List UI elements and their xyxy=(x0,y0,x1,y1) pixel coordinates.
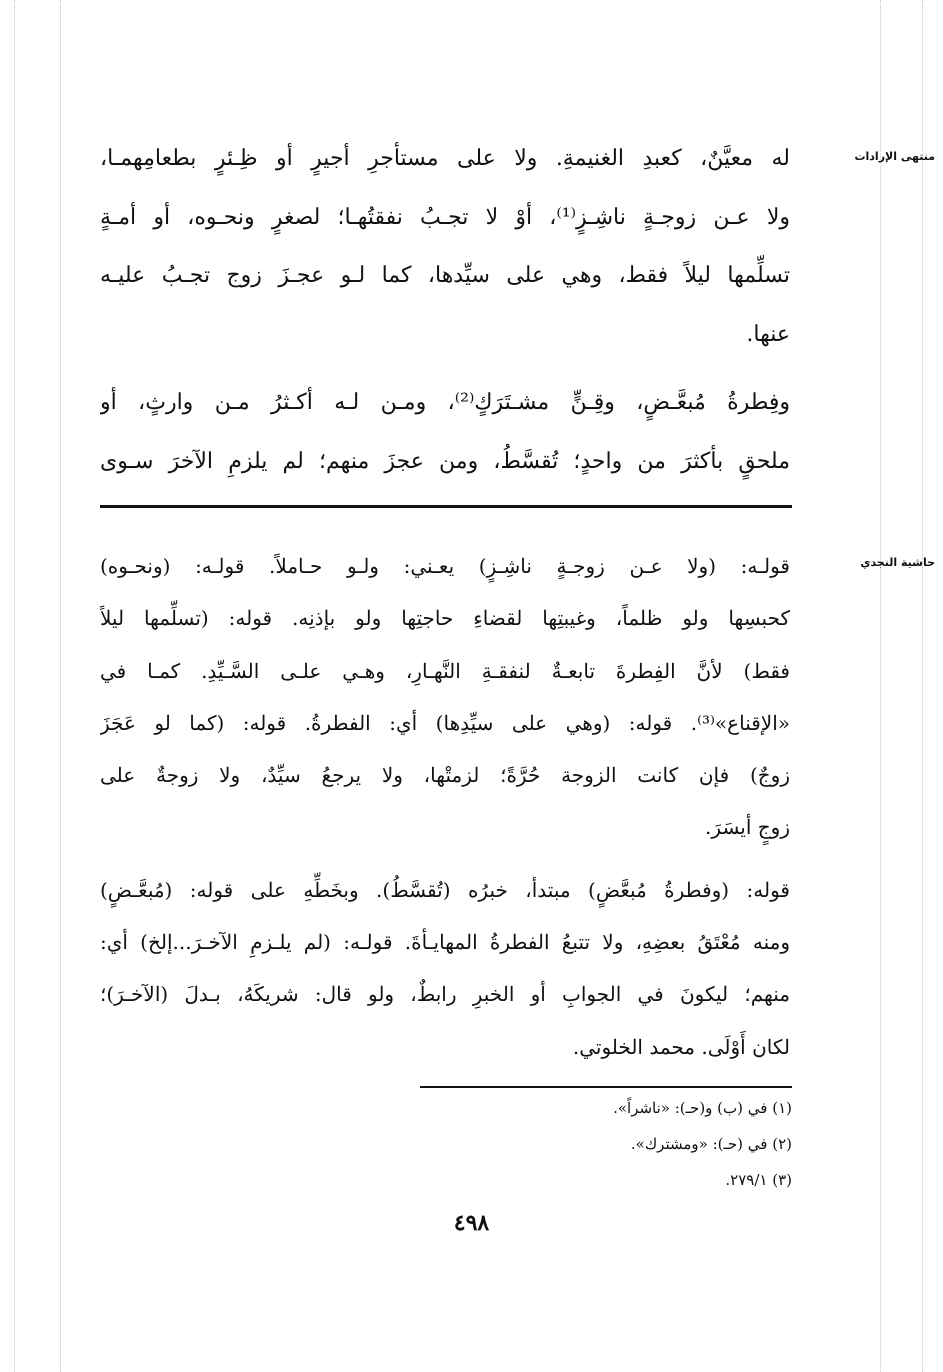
margin-dots-left-outer xyxy=(14,0,15,1372)
side-label-main-text: منتهى الإرادات xyxy=(854,150,935,163)
main-text-line: له معيَّنٌ، كعبدِ الغنيمةِ. ولا على مستأجرِ أجيرٍ أو ظِـئرٍ بطعامِهمـا، xyxy=(100,146,790,171)
commentary-line: زوجٌ) فإن كانت الزوجة حُرَّةً؛ لزمتْها، ولا يرجعُ سيِّدٌ، ولا زوجةٌ على xyxy=(100,763,790,788)
footnote-divider xyxy=(420,1086,792,1088)
main-text-line: وفِطرةُ مُبعَّـضٍ، وقِـنٍّ مشـتَرَكٍ⁽²⁾، ومـن لـه أكـثرُ مـن وارثٍ، أو xyxy=(100,390,790,415)
commentary-line: ومنه مُعْتَقُ بعضِهِ، ولا تتبعُ الفطرةُ المهايـأةَ. قولـه: (لم يلـزمِ الآخـرَ...إلخ) أي: xyxy=(100,930,790,955)
footnote: (٢) في (حـ): «ومشترك». xyxy=(630,1135,792,1153)
page-number: ٤٩٨ xyxy=(453,1210,490,1236)
section-divider xyxy=(100,505,792,508)
main-text-line: عنها. xyxy=(746,321,790,347)
main-text-line: ولا عـن زوجـةٍ ناشِـزٍ⁽¹⁾، أوْ لا تجـبُ نفقتُهـا؛ لصغرٍ ونحـوه، أو أمـةٍ xyxy=(100,204,790,230)
commentary-line: لكان أَوْلَى. محمد الخلوتي. xyxy=(572,1034,790,1059)
main-text-block xyxy=(100,130,790,491)
commentary-line: قوله: (وفطرةُ مُبعَّضٍ) مبتدأ، خبرُه (تُقسَّطُ). وبخَطِّهِ على قوله: (مُبعَّـضٍ) xyxy=(100,877,790,902)
footnote: (٣) ٢٧٩/١. xyxy=(725,1171,792,1189)
commentary-line: قولـه: (ولا عـن زوجـةٍ ناشِـزٍ) يعـني: ولـو حـاملاً. قولـه: (ونحـوه) xyxy=(100,554,790,578)
commentary-line: «الإقناع»⁽³⁾. قوله: (وهي على سيِّدِها) أي: الفطرةُ. قوله: (كما لو عَجَزَ xyxy=(100,710,790,735)
commentary-line: منهم؛ ليكونَ في الجوابِ أو الخبرِ رابطٌ، ولو قال: شريكَهُ، بـدلَ (الآخـرَ)؛ xyxy=(100,982,790,1007)
margin-dots-right-outer xyxy=(922,0,923,1372)
side-label-commentary: حاشية النجدي xyxy=(860,556,935,569)
footnote: (١) في (ب) و(حـ): «ناشراً». xyxy=(613,1099,792,1117)
margin-dots-left-inner xyxy=(60,0,61,1372)
commentary-line: كحبسِها ولو ظلماً، وغيبتِها لقضاءِ حاجتِها ولو بإذنِه. قوله: (تسلِّمها ليلاً xyxy=(100,606,790,631)
margin-dots-right-inner xyxy=(880,0,881,1372)
commentary-block xyxy=(100,540,790,1073)
main-text-line: تسلِّمها ليلاً فقط، وهي على سيِّدها، كما لـو عجـزَ زوج تجـبُ عليـه xyxy=(100,263,790,288)
main-text-line: ملحقٍ بأكثرَ من واحدٍ؛ تُقسَّطُ، ومن عجزَ منهم؛ لم يلزمِ الآخرَ سـوى xyxy=(100,448,790,474)
footnotes-block xyxy=(420,1090,792,1198)
commentary-line: زوجٍ أيسَرَ. xyxy=(705,815,790,840)
commentary-line: فقط) لأنَّ الفِطرةَ تابعـةٌ لنفقـةِ النَّهـارِ، وهـي علـى السَّـيِّدِ. كمـا في xyxy=(100,658,790,683)
